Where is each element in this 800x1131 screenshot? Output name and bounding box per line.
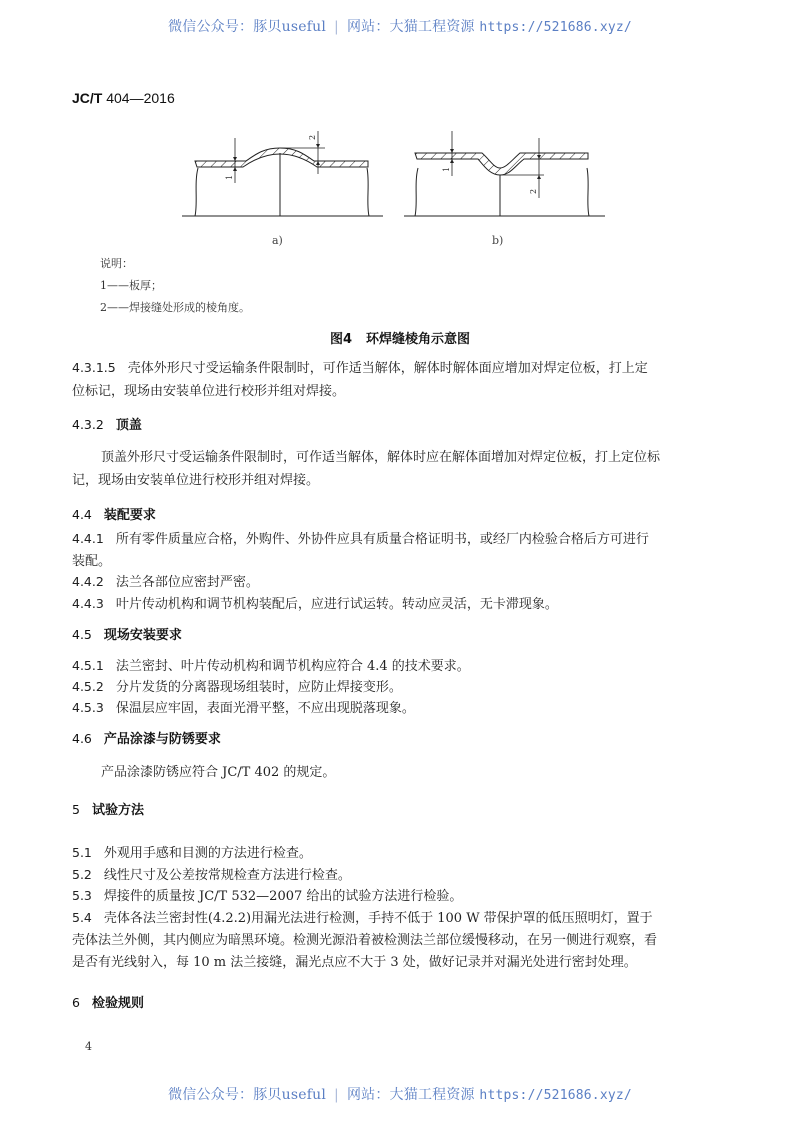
clause-5-4-cont-2: 是否有光线射入，每 10 m 法兰接缝，漏光点应不大于 3 处，做好记录并对漏光处进行密封处理。: [72, 955, 637, 970]
page-number: 4: [85, 1040, 92, 1053]
figure-b-label: b): [492, 234, 504, 247]
svg-text:2: 2: [308, 134, 317, 140]
watermark-bottom: [0, 1084, 800, 1104]
watermark-separator: |: [334, 1087, 339, 1103]
legend-item-1: 1——板厚；: [100, 279, 162, 292]
clause-5-4: 5.4 壳体各法兰密封性(4.2.2)用漏光法进行检测，手持不低于 100 W 带保护罩的低压照明灯，置于: [72, 910, 653, 926]
heading-4-6: 4.6 产品涂漆与防锈要求: [72, 731, 221, 747]
watermark-separator: |: [334, 19, 339, 35]
heading-4-3-2: 4.3.2 顶盖: [72, 417, 142, 433]
legend-item-2: 2——焊接缝处形成的棱角度。: [100, 301, 250, 314]
heading-6: 6 检验规则: [72, 995, 144, 1011]
clause-4-4-2: 4.4.2 法兰各部位应密封严密。: [72, 574, 259, 590]
clause-4-5-2: 4.5.2 分片发货的分离器现场组装时，应防止焊接变形。: [72, 679, 402, 695]
clause-4-4-1-cont: 装配。: [72, 554, 112, 569]
heading-4-4: 4.4 装配要求: [72, 507, 156, 523]
legend-title: 说明：: [100, 257, 133, 270]
clause-4-4-3: 4.4.3 叶片传动机构和调节机构装配后，应进行试运转。转动应灵活，无卡滞现象。: [72, 596, 558, 612]
para-4-3-2: 顶盖外形尺寸受运输条件限制时，可作适当解体，解体时应在解体面增加对焊定位板，打上定位标: [101, 450, 661, 465]
para-4-3-2-cont: 记，现场由安装单位进行校形并组对焊接。: [72, 473, 320, 488]
figure-a-weld-peak: [180, 128, 385, 223]
svg-text:1: 1: [225, 174, 234, 180]
standard-number: 404—2016: [106, 90, 175, 106]
watermark-wechat: 微信公众号：豚贝useful: [168, 19, 327, 35]
para-4-6: 产品涂漆防锈应符合 JC/T 402 的规定。: [101, 765, 336, 780]
clause-5-3: 5.3 焊接件的质量按 JC/T 532—2007 给出的试验方法进行检验。: [72, 888, 463, 904]
watermark-wechat: 微信公众号：豚贝useful: [168, 1087, 327, 1103]
clause-5-4-cont-1: 壳体法兰外侧，其内侧应为暗黑环境。检测光源沿着被检测法兰部位缓慢移动，在另一侧进行观察，看: [72, 933, 658, 948]
figure-a-label: a): [272, 234, 283, 247]
standard-id: [72, 90, 175, 106]
figure-b-weld-valley: [402, 128, 607, 223]
clause-5-1: 5.1 外观用手感和目测的方法进行检查。: [72, 845, 312, 861]
clause-4-4-1: 4.4.1 所有零件质量应合格，外购件、外协件应具有质量合格证明书，或经厂内检验合格后方可进行: [72, 531, 649, 547]
figure-caption: [0, 328, 800, 347]
figure-number: 图4: [329, 332, 353, 347]
clause-5-2: 5.2 线性尺寸及公差按常规检查方法进行检查。: [72, 867, 351, 883]
watermark-site: 网站：大猫工程资源: [346, 1087, 475, 1103]
svg-text:2: 2: [529, 188, 538, 194]
clause-4-5-1: 4.5.1 法兰密封、叶片传动机构和调节机构应符合 4.4 的技术要求。: [72, 658, 470, 674]
watermark-site: 网站：大猫工程资源: [346, 19, 475, 35]
clause-4-5-3: 4.5.3 保温层应牢固，表面光滑平整，不应出现脱落现象。: [72, 700, 415, 716]
heading-5: 5 试验方法: [72, 802, 144, 818]
standard-prefix: JC/T: [72, 90, 103, 106]
clause-4-3-1-5-cont: 位标记，现场由安装单位进行校形并组对焊接。: [72, 384, 346, 399]
watermark-url[interactable]: https://521686.xyz/: [479, 20, 632, 35]
svg-text:1: 1: [442, 166, 451, 172]
watermark-url[interactable]: https://521686.xyz/: [479, 1088, 632, 1103]
watermark-top: [0, 16, 800, 36]
heading-4-5: 4.5 现场安装要求: [72, 627, 182, 643]
figure-title: 环焊缝棱角示意图: [366, 332, 471, 347]
clause-4-3-1-5: 4.3.1.5 壳体外形尺寸受运输条件限制时，可作适当解体，解体时解体面应增加对焊定位板，打上定: [72, 360, 648, 376]
